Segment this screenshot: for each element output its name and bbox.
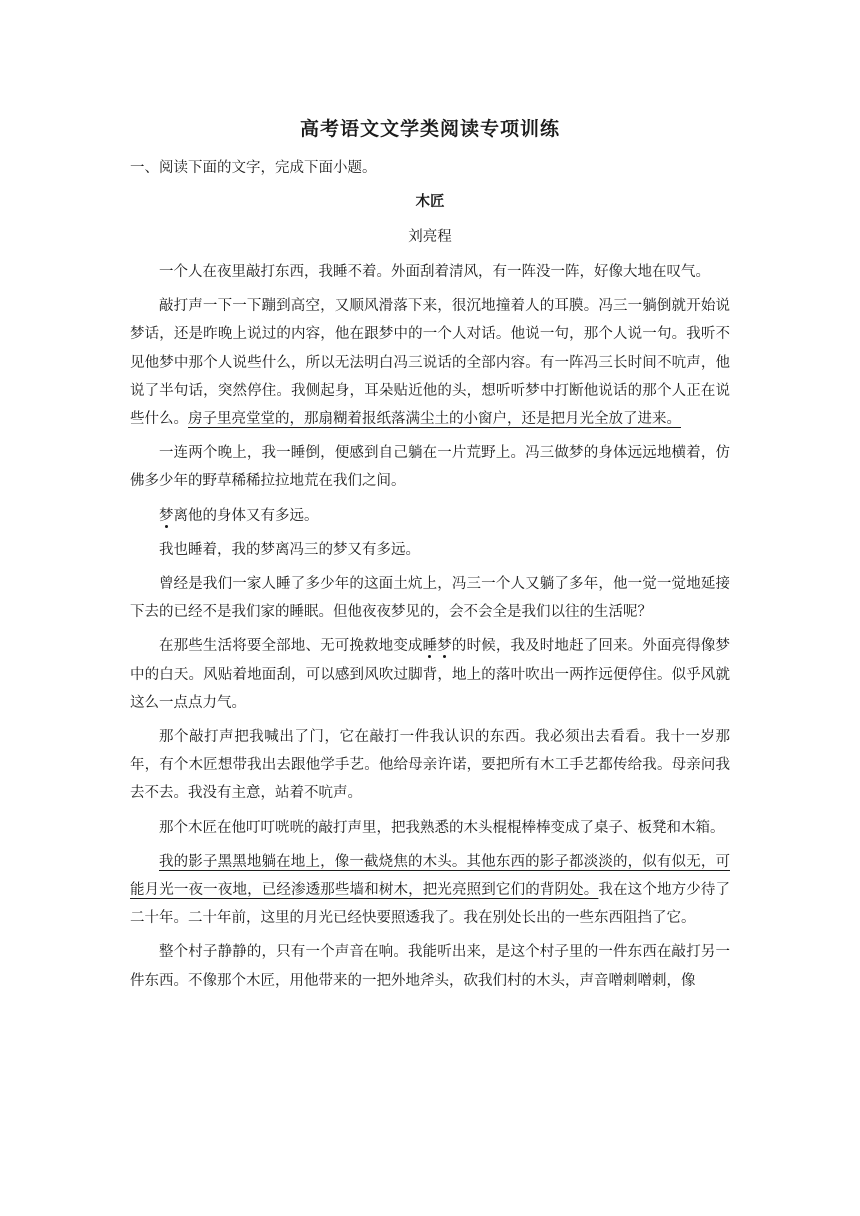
paragraph-text: 敲打声一下一下蹦到高空，又顺风滑落下来，很沉地撞着人的耳膜。冯三一躺倒就开始说梦话，还是昨晚上说过的内容，他在跟梦中的一个人对话。他说一句，那个人说一句。我听不见他梦中那个人说些什么，所以无法明白冯三说话的全部内容。有一阵冯三长时间不吭声，他说了半句话，突然停住。我侧起身，耳朵贴近他的头，想听听梦中打断他说话的那个人正在说些什么。 bbox=[130, 298, 730, 428]
paragraph-text: 我在这个地方少待了二十年。二十年前，这里的月光已经快要照透我了。我在别处长出的一些东西阻挡了它。 bbox=[130, 882, 731, 927]
paragraph-7 bbox=[130, 632, 730, 717]
paragraph-text: 的时候，我及时地赶了回来。外面亮得像梦中的白天。风贴着地面刮，可以感到风吹过脚背，地上的落叶吹出一两拃远便停住。似乎风就这么一点点力气。 bbox=[130, 638, 731, 711]
paragraph-10 bbox=[130, 848, 730, 933]
paragraph-9 bbox=[130, 814, 730, 842]
paragraph-4 bbox=[130, 502, 730, 530]
paragraph-text: 我也睡着，我的梦离冯三的梦又有多远。 bbox=[159, 541, 420, 558]
story-body bbox=[130, 258, 730, 1001]
paragraph-text: 那个木匠在他叮叮咣咣的敲打声里，把我熟悉的木头棍棍棒棒变成了桌子、板凳和木箱。 bbox=[159, 819, 725, 836]
story-title: 木匠 bbox=[415, 193, 445, 210]
paragraph-text: 离他的身体又有多远。 bbox=[173, 507, 319, 524]
dotted-char: 睡 bbox=[422, 638, 438, 655]
paragraph-text: 那个敲打声把我喊出了门，它在敲打一件我认识的东西。我必须出去看看。我十一岁那年，有个木匠想带我出去跟他学手艺。他给母亲许诺，要把所有木工手艺都传给我。母亲问我去不去。我没有主意，站着不吭声。 bbox=[130, 729, 730, 802]
paragraph-5 bbox=[130, 536, 730, 564]
paragraph-text: 曾经是我们一家人睡了多少年的这面土炕上，冯三一个人又躺了多年，他一觉一觉地延接下去的已经不是我们家的睡眠。但他夜夜梦见的，会不会全是我们以往的生活呢？ bbox=[130, 576, 730, 621]
paragraph-6 bbox=[130, 570, 730, 626]
paragraph-3 bbox=[130, 439, 730, 495]
emphasis-dotted-word: 梦 bbox=[159, 507, 174, 524]
paragraph-8 bbox=[130, 723, 730, 808]
paragraph-text: 在那些生活将要全部地、无可挽救地变成 bbox=[159, 638, 423, 655]
paragraph-2 bbox=[130, 292, 730, 433]
underlined-sentence: 房子里亮堂堂的，那扇糊着报纸落满尘土的小窗户，还是把月光全放了进来。 bbox=[188, 411, 681, 428]
paragraph-11 bbox=[130, 938, 730, 994]
dotted-char: 梦 bbox=[437, 638, 452, 655]
section-heading: 一、阅读下面的文字，完成下面小题。 bbox=[130, 160, 377, 176]
emphasis-dotted-word bbox=[423, 638, 452, 654]
paragraph-1 bbox=[130, 258, 730, 286]
story-author: 刘亮程 bbox=[408, 229, 452, 245]
document-title: 高考语文文学类阅读专项训练 bbox=[299, 118, 560, 140]
paragraph-text: 一连两个晚上，我一睡倒，便感到自己躺在一片荒野上。冯三做梦的身体远远地横着，仿佛多少年的野草稀稀拉拉地荒在我们之间。 bbox=[130, 445, 730, 490]
underlined-sentence: 我的影子黑黑地躺在地上，像一截烧焦的木头。其他东西的影子都淡淡的，似有似无，可能月光一夜一夜地，已经渗透那些墙和树木，把光亮照到它们的背阴处。 bbox=[130, 853, 730, 899]
paragraph-text: 一个人在夜里敲打东西，我睡不着。外面刮着清风，有一阵没一阵，好像大地在叹气。 bbox=[159, 264, 710, 280]
paragraph-text: 整个村子静静的，只有一个声音在响。我能听出来，是这个村子里的一件东西在敲打另一件东西。不像那个木匠，用他带来的一把外地斧头，砍我们村的木头，声音噌刺噌刺，像 bbox=[130, 944, 730, 989]
